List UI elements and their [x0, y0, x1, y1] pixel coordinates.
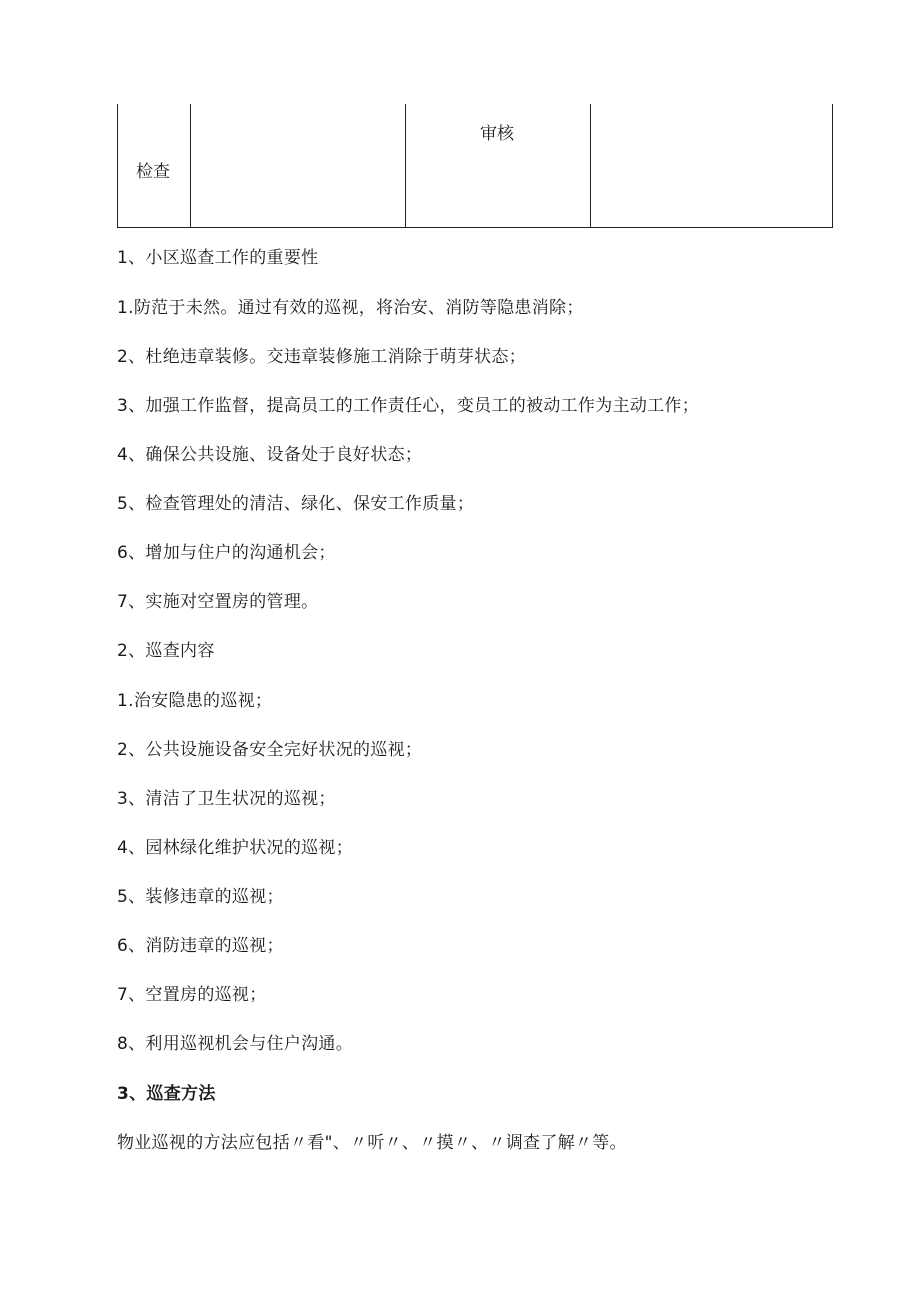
review-label: 审核 — [480, 124, 514, 144]
list-item: 5、检查管理处的清洁、绿化、保安工作质量； — [117, 494, 475, 514]
list-item: 4、园林绿化维护状况的巡视； — [117, 838, 354, 858]
list-item: 7、空置房的巡视； — [117, 985, 267, 1005]
section-heading-method: 3、巡查方法 — [117, 1084, 216, 1104]
paragraph: 物业巡视的方法应包括〃看"、〃听〃、〃摸〃、〃调查了解〃等。 — [117, 1133, 627, 1153]
table-divider — [405, 104, 406, 227]
table-divider — [590, 104, 591, 227]
list-item: 7、实施对空置房的管理。 — [117, 592, 319, 612]
list-item: 3、加强工作监督，提高员工的工作责任心，变员工的被动工作为主动工作； — [117, 396, 700, 416]
list-item: 5、装修违章的巡视； — [117, 887, 284, 907]
table-divider — [190, 104, 191, 227]
list-item: 6、消防违章的巡视； — [117, 936, 284, 956]
list-item: 3、清洁了卫生状况的巡视； — [117, 789, 336, 809]
list-item: 4、确保公共设施、设备处于良好状态； — [117, 445, 423, 465]
list-item: 6、增加与住户的沟通机会； — [117, 543, 336, 563]
list-item: 2、杜绝违章装修。交违章装修施工消除于萌芽状态； — [117, 347, 527, 367]
check-label: 检查 — [136, 162, 170, 182]
section-heading-importance: 1、小区巡查工作的重要性 — [117, 248, 319, 268]
section-heading-content: 2、巡查内容 — [117, 641, 215, 661]
list-item: 2、公共设施设备安全完好状况的巡视； — [117, 740, 423, 760]
list-item: 1.治安隐患的巡视； — [117, 691, 273, 711]
list-item: 1.防范于未然。通过有效的巡视，将治安、消防等隐患消除； — [117, 298, 584, 318]
list-item: 8、利用巡视机会与住户沟通。 — [117, 1034, 354, 1054]
signature-table — [117, 104, 833, 228]
